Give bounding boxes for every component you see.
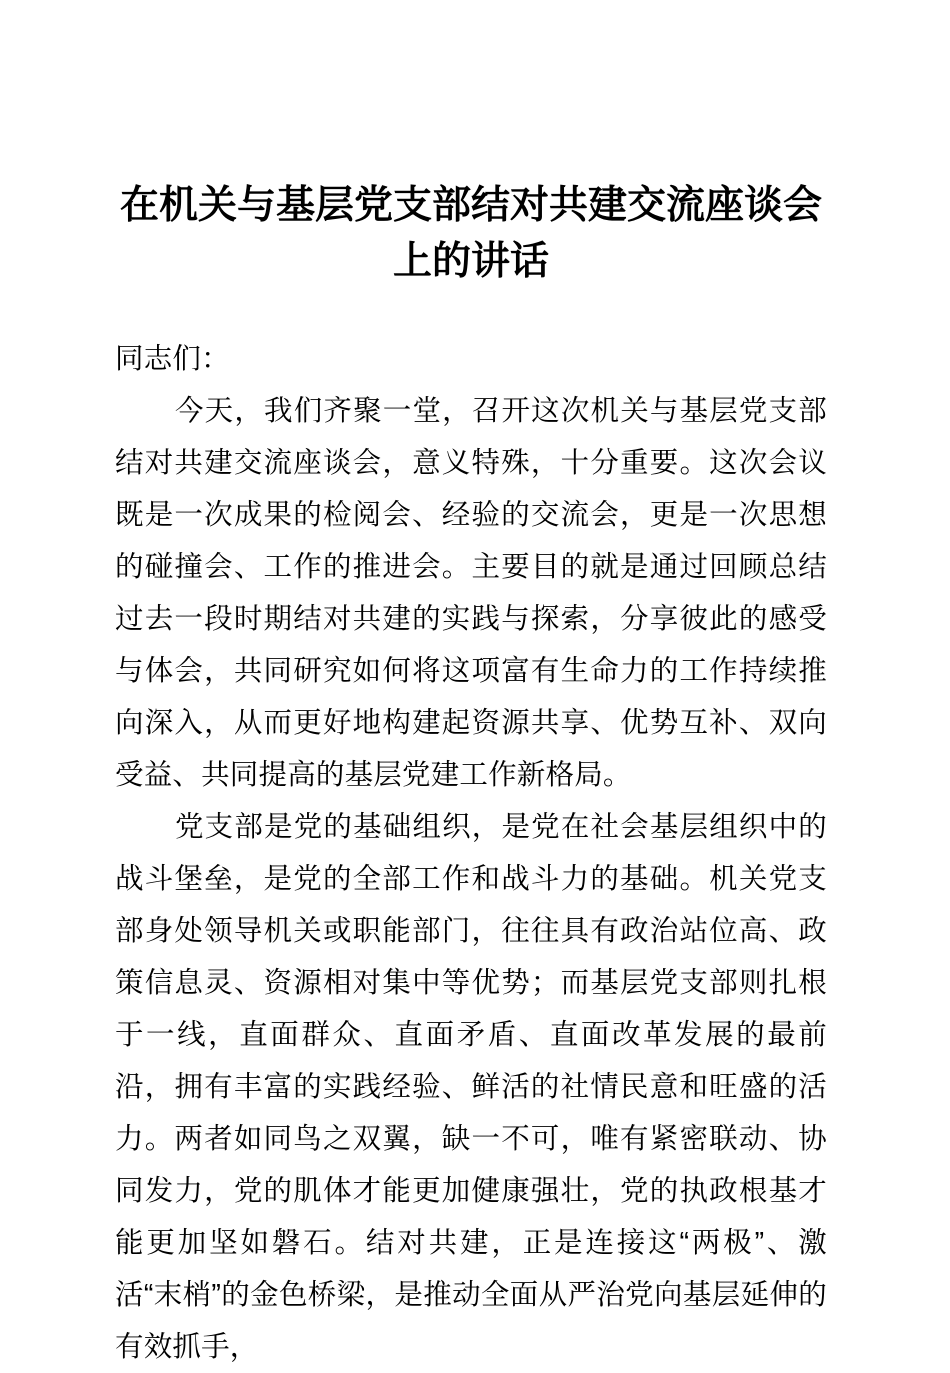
paragraph-1: 今天，我们齐聚一堂，召开这次机关与基层党支部结对共建交流座谈会，意义特殊，十分重要。这次会议既是一次成果的检阅会、经验的交流会，更是一次思想的碰撞会、工作的推进会。主要目的就是通过回顾总结过去一段时期结对共建的实践与探索，分享彼此的感受与体会，共同研究如何将这项富有生命力的工作持续推向深入，从而更好地构建起资源共享、优势互补、双向受益、共同提高的基层党建工作新格局。: [115, 395, 827, 791]
title-line-1: 在机关与基层党支部结对共建交流座谈会: [119, 184, 822, 227]
salutation: 同志们：: [115, 343, 230, 375]
paragraph-2: 党支部是党的基础组织，是党在社会基层组织中的战斗堡垒，是党的全部工作和战斗力的基础。机关党支部身处领导机关或职能部门，往往具有政治站位高、政策信息灵、资源相对集中等优势；而基层党支部则扎根于一线，直面群众、直面矛盾、直面改革发展的最前沿，拥有丰富的实践经验、鲜活的社情民意和旺盛的活力。两者如同鸟之双翼，缺一不可，唯有紧密联动、协同发力，党的肌体才能更加健康强壮，党的执政根基才能更加坚如磐石。结对共建，正是连接这“两极”、激活“末梢”的金色桥梁，是推动全面从严治党向基层延伸的有效抓手，: [115, 811, 827, 1363]
title-line-2: 上的讲话: [392, 240, 549, 283]
document-body: [115, 333, 827, 1373]
page-title: [115, 178, 827, 290]
